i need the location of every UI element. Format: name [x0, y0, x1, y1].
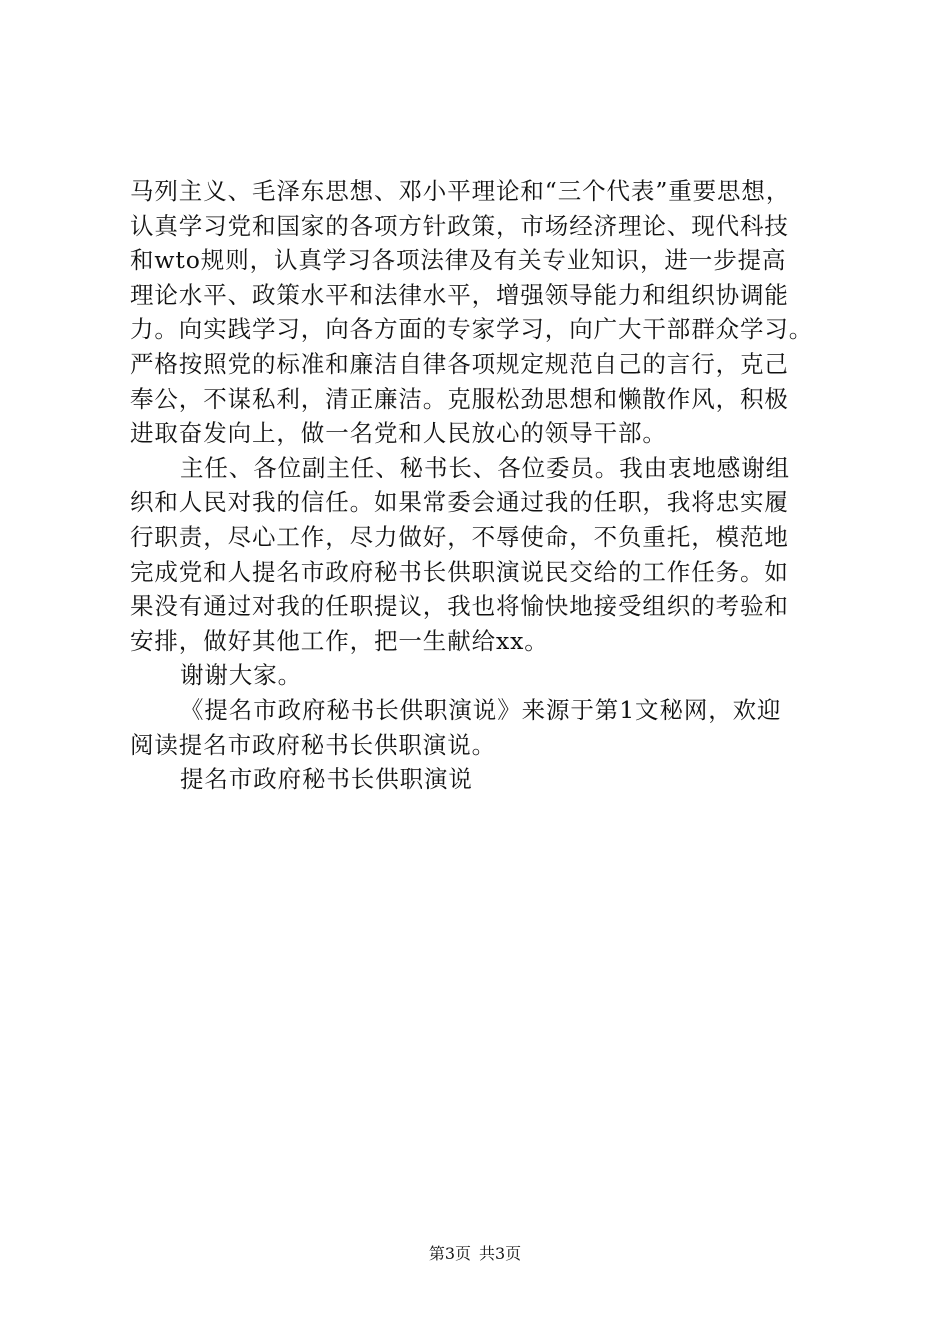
text-line: 《提名市政府秘书长供职演说》来源于第1文秘网，欢迎 [180, 695, 782, 724]
text-line: 阅读提名市政府秘书长供职演说。 [130, 730, 496, 759]
document-body [130, 174, 830, 797]
text-line: 理论水平、政策水平和法律水平，增强领导能力和组织协调能 [130, 280, 789, 309]
text-line: 行职责，尽心工作，尽力做好，不辱使命，不负重托，模范地 [130, 522, 789, 551]
text-line: 织和人民对我的信任。如果常委会通过我的任职，我将忠实履 [130, 488, 789, 517]
text-line: 进取奋发向上，做一名党和人民放心的领导干部。 [130, 419, 667, 448]
text-line: 主任、各位副主任、秘书长、各位委员。我由衷地感谢组 [180, 453, 790, 482]
text-line: 和wto规则，认真学习各项法律及有关专业知识，进一步提高 [130, 246, 787, 275]
text-line: 果没有通过对我的任职提议，我也将愉快地接受组织的考验和 [130, 592, 789, 621]
text-line: 完成党和人提名市政府秘书长供职演说民交给的工作任务。如 [130, 557, 789, 586]
text-line: 马列主义、毛泽东思想、邓小平理论和“三个代表”重要思想， [130, 177, 791, 205]
text-line: 谢谢大家。 [180, 661, 302, 690]
page-footer [0, 1244, 950, 1264]
text-line: 认真学习党和国家的各项方针政策，市场经济理论、现代科技 [130, 211, 789, 240]
text-line: 安排，做好其他工作，把一生献给xx。 [130, 626, 549, 655]
text-line: 严格按照党的标准和廉洁自律各项规定规范自己的言行，克己 [130, 349, 789, 378]
text-line: 提名市政府秘书长供职演说 [180, 765, 473, 794]
text-line: 力。向实践学习，向各方面的专家学习，向广大干部群众学习。 [130, 315, 814, 344]
page-total: 共3页 [479, 1244, 522, 1263]
text-line: 奉公，不谋私利，清正廉洁。克服松劲思想和懒散作风，积极 [130, 384, 789, 413]
page-number: 第3页 [428, 1244, 471, 1263]
